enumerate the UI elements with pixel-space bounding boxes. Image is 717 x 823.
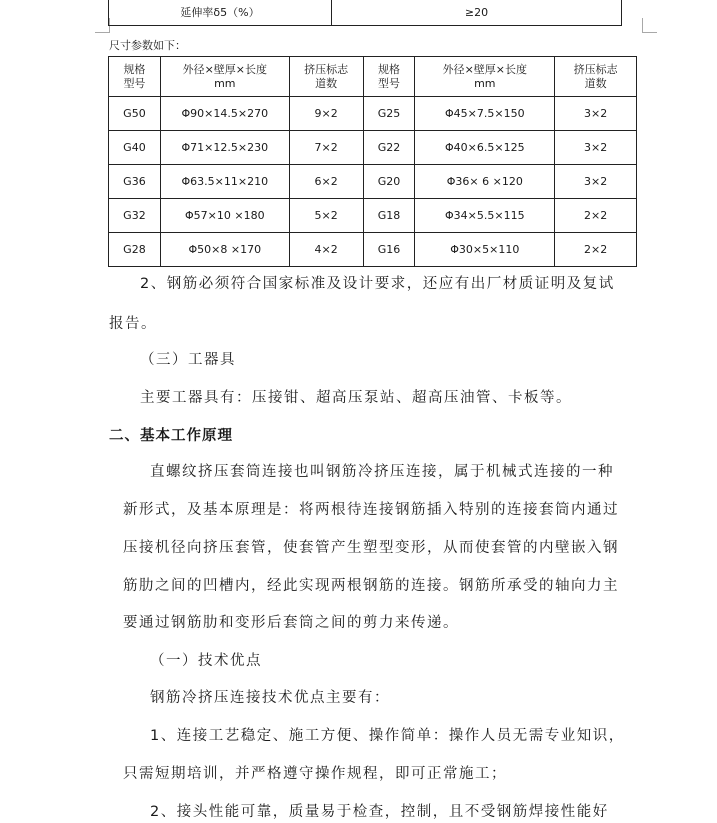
- paragraph-principle-line4: 筋肋之间的凹槽内，经此实现两根钢筋的连接。钢筋所承受的轴向力主: [123, 578, 619, 594]
- table-cell: 3×2: [555, 131, 637, 165]
- advantage-2-line1: 2、接头性能可靠，质量易于检查，控制，且不受钢筋焊接性能好: [150, 804, 609, 820]
- table-cell: G20: [363, 165, 415, 199]
- section-heading-working-principle: 二、基本工作原理: [109, 428, 233, 444]
- table-cell: Φ36× 6 ×120: [415, 165, 555, 199]
- sleeve-spec-table: [108, 56, 637, 267]
- table-cell: G22: [363, 131, 415, 165]
- table-cell: 4×2: [289, 233, 363, 267]
- column-header: 外径×壁厚×长度 mm: [160, 57, 289, 97]
- table-cell: G32: [109, 199, 161, 233]
- paragraph-advantages-intro: 钢筋冷挤压连接技术优点主要有：: [150, 690, 390, 706]
- section-heading-advantages: （一）技术优点: [150, 653, 262, 669]
- table-cell: Φ50×8 ×170: [160, 233, 289, 267]
- table-cell: G28: [109, 233, 161, 267]
- table-cell: G40: [109, 131, 161, 165]
- table-cell: Φ57×10 ×180: [160, 199, 289, 233]
- table-cell: G16: [363, 233, 415, 267]
- table-row: [109, 0, 622, 26]
- table-cell: G50: [109, 97, 161, 131]
- table-cell: Φ71×12.5×230: [160, 131, 289, 165]
- paragraph-principle-line1: 直螺纹挤压套筒连接也叫钢筋冷挤压连接，属于机械式连接的一种: [150, 464, 614, 480]
- table-cell: 2×2: [555, 233, 637, 267]
- column-header: 挤压标志 道数: [289, 57, 363, 97]
- table-cell: 9×2: [289, 97, 363, 131]
- column-header: 挤压标志 道数: [555, 57, 637, 97]
- page-margin-corner-right: [642, 18, 657, 33]
- section-heading-tools: （三）工器具: [140, 352, 236, 368]
- table-cell: 5×2: [289, 199, 363, 233]
- table-cell: Φ45×7.5×150: [415, 97, 555, 131]
- table-row: [109, 131, 637, 165]
- paragraph-steel-requirement-line1: 2、钢筋必须符合国家标准及设计要求，还应有出厂材质证明及复试: [140, 276, 615, 292]
- table-cell: G18: [363, 199, 415, 233]
- advantage-1-line1: 1、连接工艺稳定、施工方便、操作简单：操作人员无需专业知识，: [150, 728, 625, 744]
- paragraph-steel-requirement-line2: 报告。: [109, 316, 157, 332]
- table-row: [109, 97, 637, 131]
- paragraph-principle-line5: 要通过钢筋肋和变形后套筒之间的剪力来传递。: [123, 615, 459, 631]
- table-cell: ≥20: [332, 0, 622, 26]
- table-cell: 3×2: [555, 97, 637, 131]
- table-cell: Φ63.5×11×210: [160, 165, 289, 199]
- table-cell: 3×2: [555, 165, 637, 199]
- table-row: [109, 165, 637, 199]
- table-cell: G25: [363, 97, 415, 131]
- column-header: 外径×壁厚×长度 mm: [415, 57, 555, 97]
- elongation-table: [108, 0, 622, 26]
- advantage-1-line2: 只需短期培训，并严格遵守操作规程，即可正常施工；: [123, 766, 507, 782]
- table-cell: 7×2: [289, 131, 363, 165]
- table-cell: 2×2: [555, 199, 637, 233]
- table-cell: Φ30×5×110: [415, 233, 555, 267]
- table-cell: Φ34×5.5×115: [415, 199, 555, 233]
- table-cell: G36: [109, 165, 161, 199]
- table-cell: Φ90×14.5×270: [160, 97, 289, 131]
- column-header: 规格 型号: [363, 57, 415, 97]
- table-cell: 6×2: [289, 165, 363, 199]
- table-header-row: [109, 57, 637, 97]
- paragraph-principle-line2: 新形式，及基本原理是：将两根待连接钢筋插入特别的连接套筒内通过: [123, 502, 619, 518]
- table-row: [109, 199, 637, 233]
- table-cell: Φ40×6.5×125: [415, 131, 555, 165]
- table-cell: 延伸率δ5（%）: [109, 0, 332, 26]
- table-row: [109, 233, 637, 267]
- paragraph-tools: 主要工器具有：压接钳、超高压泵站、超高压油管、卡板等。: [140, 390, 572, 406]
- paragraph-principle-line3: 压接机径向挤压套管，使套管产生塑型变形，从而使套管的内壁嵌入钢: [123, 540, 619, 556]
- dimensions-label: 尺寸参数如下：: [109, 39, 186, 52]
- column-header: 规格 型号: [109, 57, 161, 97]
